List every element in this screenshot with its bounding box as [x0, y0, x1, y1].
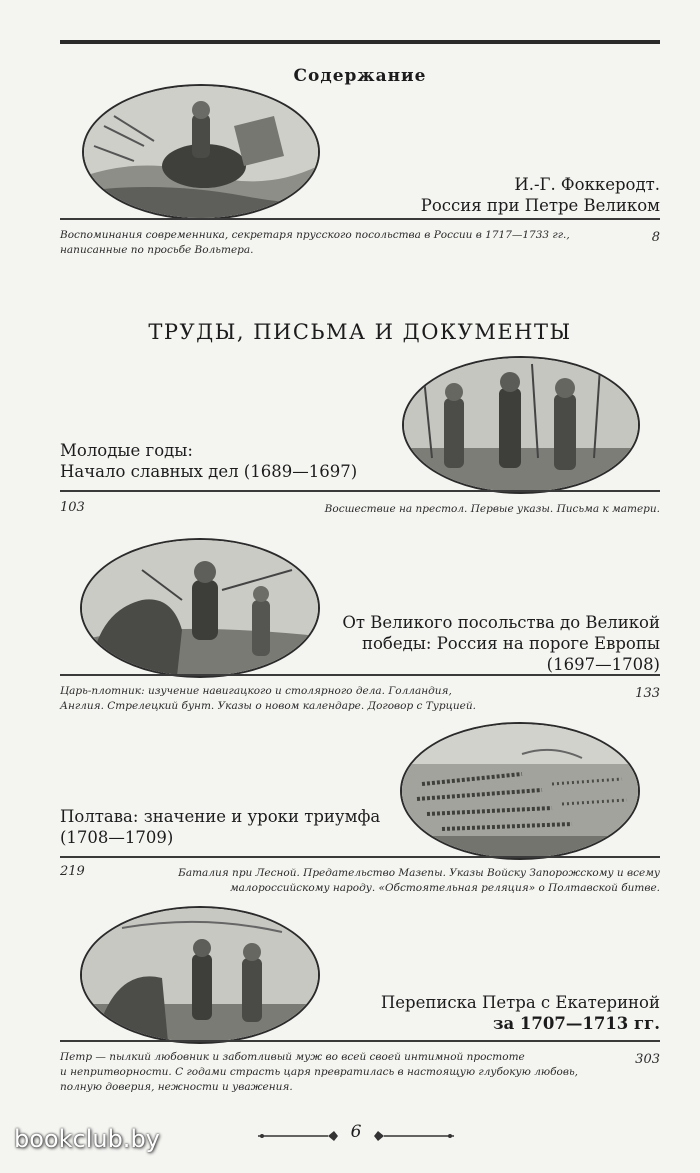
entry-title: И.-Г. Фоккеродт. Россия при Петре Великом — [420, 175, 660, 215]
entry-rule — [60, 490, 660, 492]
entry-rule — [60, 1040, 660, 1042]
entry-page-number: 8 — [651, 230, 660, 245]
engraving-court-scene — [80, 906, 320, 1044]
engraving-battle-panorama — [400, 722, 640, 860]
entry-description: Царь-плотник: изучение навигацкого и столярного дела. Голландия, Англия. Стрелецкий бунт. Указы о новом календаре. Договор с Турцией. — [60, 685, 476, 712]
entry-rule — [60, 856, 660, 858]
entry-title: Молодые годы: Начало славных дел (1689—1697) — [60, 441, 358, 481]
entry-title: Полтава: значение и уроки триумфа (1708—1709) — [60, 807, 381, 847]
engraving-soldiers-group — [402, 356, 640, 494]
entry-description: Воспоминания современника, секретаря прусского посольства в России в 1717—1733 гг., написанные по просьбе Вольтера. — [60, 229, 570, 256]
entry-page-number: 303 — [635, 1052, 660, 1067]
footer-page-number: 6 — [350, 1122, 362, 1142]
footer-ornament-right — [374, 1128, 454, 1147]
entry-page-number: 133 — [635, 686, 660, 701]
entry-description: Восшествие на престол. Первые указы. Письма к матери. — [324, 503, 660, 515]
entry-description: Петр — пылкий любовник и заботливый муж во всей своей интимной простоте и непритворности. С годами страсть царя превратилась в настоящую глубокую любовь, полную доверия, нежности и уважения. — [60, 1051, 579, 1093]
watermark: bookclub.by — [14, 1125, 160, 1153]
engraving-equestrian-portrait — [82, 84, 320, 220]
page-heading: Содержание — [293, 66, 427, 86]
entry-title: Переписка Петра с Екатериной за 1707—1713 гг. — [380, 993, 660, 1033]
entry-rule — [60, 218, 660, 220]
entry-page-number: 103 — [60, 500, 85, 515]
entry-title: От Великого посольства до Великой победы: Россия на пороге Европы (1697—1708) — [342, 613, 660, 674]
engraving-horseman-battle — [80, 538, 320, 678]
entry-page-number: 219 — [60, 864, 85, 879]
top-rule — [60, 40, 660, 44]
entry-description: Баталия при Лесной. Предательство Мазепы. Указы Войску Запорожскому и всему малороссийскому народу. «Обстоятельная реляция» о Полтавской битве. — [178, 867, 660, 894]
entry-rule — [60, 674, 660, 676]
section-heading: ТРУДЫ, ПИСЬМА И ДОКУМЕНТЫ — [148, 320, 572, 344]
footer-ornament-left — [258, 1128, 338, 1147]
